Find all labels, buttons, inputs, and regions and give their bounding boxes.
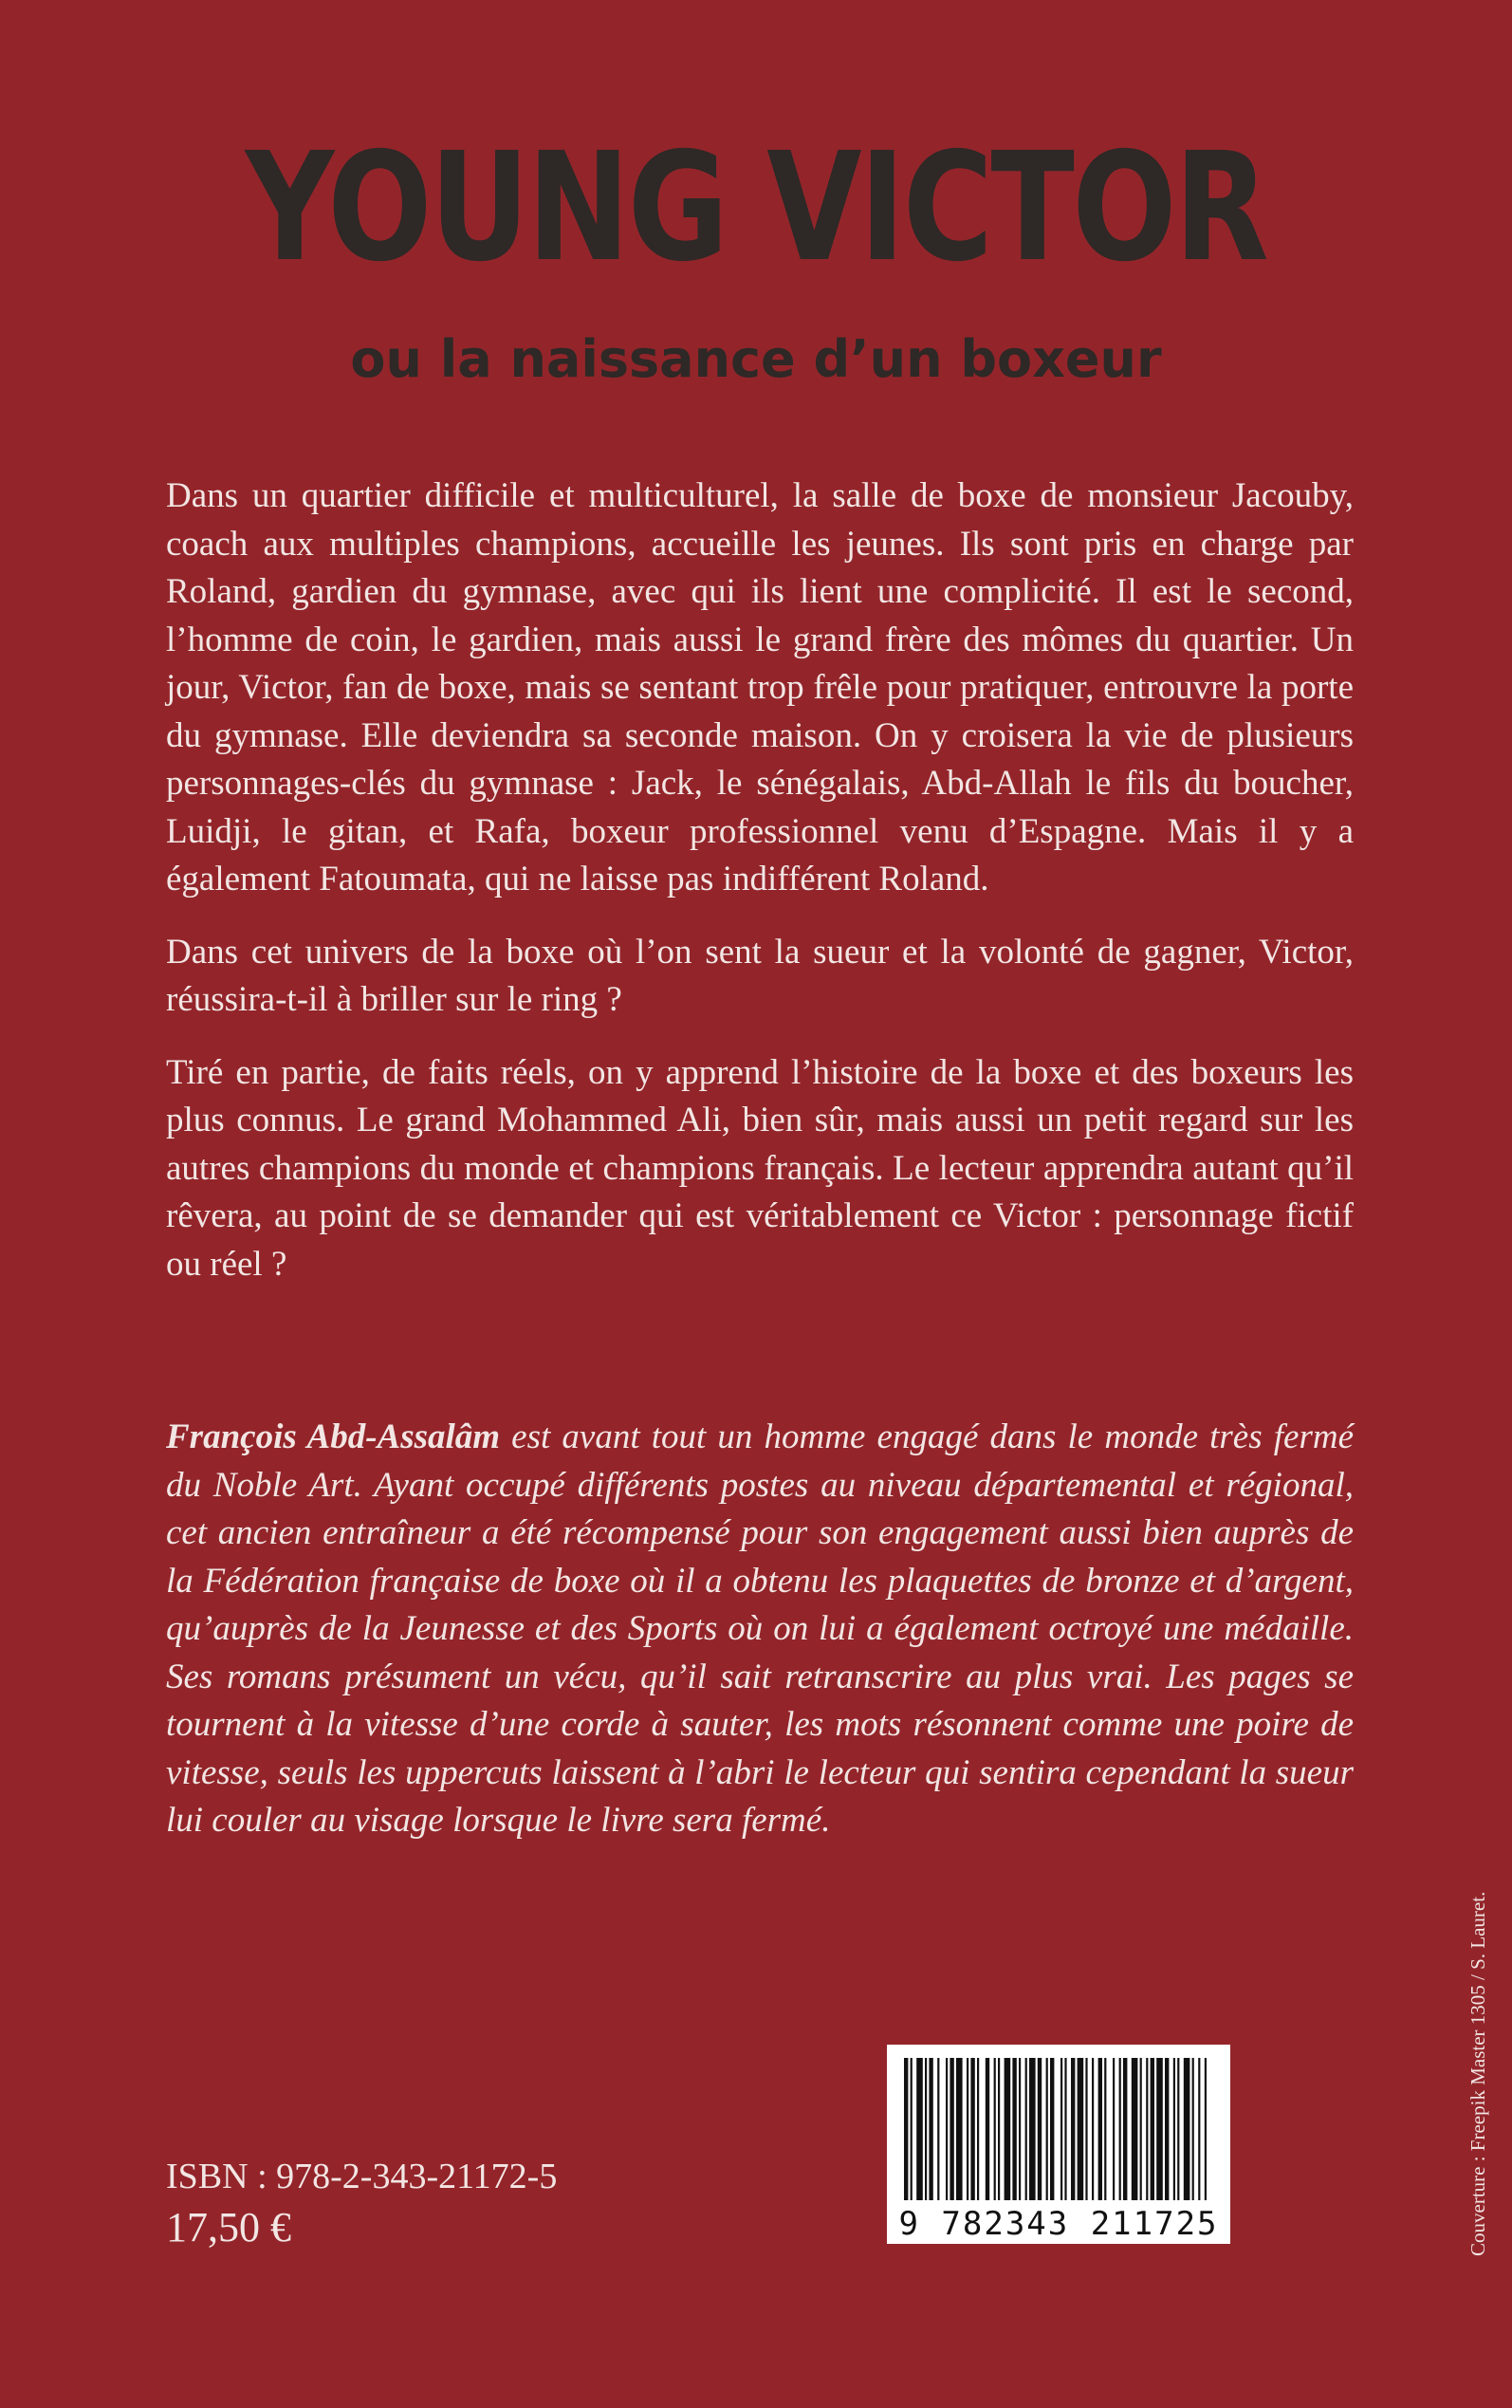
author-bio-paragraph — [166, 1414, 1354, 1845]
price: 17,50 € — [166, 2204, 291, 2251]
barcode-digits: 9 782343 211725 — [898, 2205, 1219, 2243]
isbn: ISBN : 978-2-343-21172-5 — [166, 2157, 558, 2196]
book-title: YOUNG VICTOR — [245, 120, 1267, 295]
synopsis-paragraph: Dans un quartier difficile et multiculturel, la salle de boxe de monsieur Jacouby, coach aux multiples champions, accueille les jeunes. Ils sont pris en charge par Roland, gardien du gymnase, avec qui ils lient une complicité. Il est le second, l’homme de coin, le gardien, mais aussi le grand frère des mômes du quartier. Un jour, Victor, fan de boxe, mais se sentant trop frêle pour pratiquer, entrouvre la porte du gymnase. Elle deviendra sa seconde maison. On y croisera la vie de plusieurs personnages-clés du gymnase : Jack, le sénégalais, Abd-Allah le fils du boucher, Luidji, le gitan, et Rafa, boxeur professionnel venu d’Espagne. Mais il y a également Fatoumata, qui ne laisse pas indifférent Roland. — [166, 476, 1354, 898]
author-bio — [166, 1414, 1354, 1845]
cover-credit: Couverture : Freepik Master 1305 / S. Lauret. — [1466, 1891, 1489, 2256]
synopsis — [166, 472, 1354, 1313]
synopsis-paragraph: Dans cet univers de la boxe où l’on sent la sueur et la volonté de gagner, Victor, réussira-t-il à briller sur le ring ? — [166, 932, 1354, 1019]
author-bio-text: est avant tout un homme engagé dans le monde très fermé du Noble Art. Ayant occupé différents postes au niveau départemental et régional, cet ancien entraîneur a été récompensé pour son engagement aussi bien auprès de la Fédération française de boxe où il a obtenu les plaquettes de bronze et d’argent, qu’auprès de la Jeunesse et des Sports où on lui a également octroyé une médaille. Ses romans présument un vécu, qu’il sait retranscrire au plus vrai. Les pages se tournent à la vitesse d’une corde à sauter, les mots résonnent comme une poire de vitesse, seuls les uppercuts laissent à l’abri le lecteur qui sentira cependant la sueur lui couler au visage lorsque le livre sera fermé. — [166, 1417, 1354, 1840]
author-name: François Abd-Assalâm — [166, 1417, 501, 1456]
barcode — [887, 2045, 1230, 2244]
synopsis-paragraph: Tiré en partie, de faits réels, on y apprend l’histoire de la boxe et des boxeurs les plus connus. Le grand Mohammed Ali, bien sûr, mais aussi un petit regard sur les autres champions du monde et champions français. Le lecteur apprendra autant qu’il rêvera, au point de se demander qui est véritablement ce Victor : personnage fictif ou réel ? — [166, 1052, 1354, 1284]
book-subtitle: ou la naissance d’un boxeur — [350, 329, 1162, 389]
